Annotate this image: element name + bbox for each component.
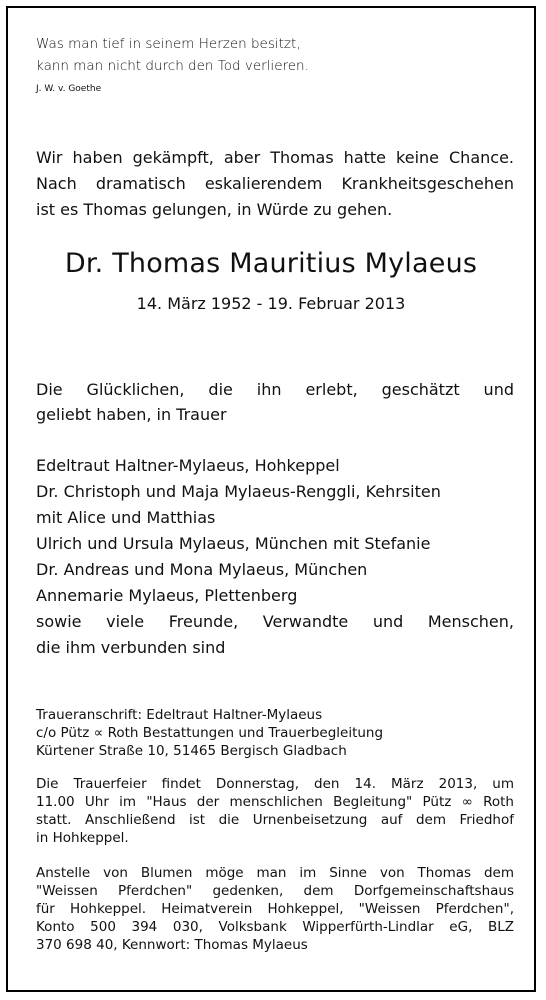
intro-line-2: Nach dramatisch eskalierendem Krankheitsgeschehen xyxy=(36,174,514,193)
mourners-intro-line-2: geliebt haben, in Trauer xyxy=(36,405,227,424)
mourner-line: Ulrich und Ursula Mylaeus, München mit Stefanie xyxy=(36,534,431,553)
quote-line-1: Was man tief in seinem Herzen besitzt, xyxy=(36,36,301,52)
mourner-line: mit Alice und Matthias xyxy=(36,508,216,527)
donation-line: "Weissen Pferdchen" gedenken, dem Dorfgemeinschaftshaus xyxy=(36,883,514,899)
mourner-line: Dr. Christoph und Maja Mylaeus-Renggli, Kehrsiten xyxy=(36,482,441,501)
deceased-name: Dr. Thomas Mauritius Mylaeus xyxy=(64,248,478,279)
donation-line: für Hohkeppel. Heimatverein Hohkeppel, "Weissen Pferdchen", xyxy=(36,901,514,917)
obituary-notice xyxy=(6,6,536,992)
mourner-line: sowie viele Freunde, Verwandte und Menschen, xyxy=(36,612,514,631)
ceremony-line: in Hohkeppel. xyxy=(36,830,129,846)
mourners-intro-line-1: Die Glücklichen, die ihn erlebt, geschätzt und xyxy=(36,380,514,399)
donation-line: Konto 500 394 030, Volksbank Wipperfürth-Lindlar eG, BLZ xyxy=(36,919,514,935)
deceased-dates: 14. März 1952 - 19. Februar 2013 xyxy=(136,294,406,313)
donation-line: 370 698 40, Kennwort: Thomas Mylaeus xyxy=(36,937,308,953)
ceremony-line: statt. Anschließend ist die Urnenbeisetzung auf dem Friedhof xyxy=(36,812,514,828)
mourner-line: Annemarie Mylaeus, Plettenberg xyxy=(36,586,298,605)
quote-author: J. W. v. Goethe xyxy=(36,84,102,94)
donation-line: Anstelle von Blumen möge man im Sinne von Thomas dem xyxy=(36,865,514,881)
intro-line-3: ist es Thomas gelungen, in Würde zu gehen. xyxy=(36,200,393,219)
intro-line-1: Wir haben gekämpft, aber Thomas hatte keine Chance. xyxy=(36,148,514,167)
quote-line-2: kann man nicht durch den Tod verlieren. xyxy=(36,58,309,74)
address-line: c/o Pütz ∝ Roth Bestattungen und Trauerbegleitung xyxy=(36,725,384,741)
mourner-line: die ihm verbunden sind xyxy=(36,638,226,657)
mourner-line: Edeltraut Haltner-Mylaeus, Hohkeppel xyxy=(36,456,340,475)
address-line: Traueranschrift: Edeltraut Haltner-Mylaeus xyxy=(36,707,323,723)
ceremony-line: 11.00 Uhr im "Haus der menschlichen Begleitung" Pütz ∞ Roth xyxy=(36,794,514,810)
ceremony-line: Die Trauerfeier findet Donnerstag, den 14. März 2013, um xyxy=(36,776,514,792)
mourner-line: Dr. Andreas und Mona Mylaeus, München xyxy=(36,560,368,579)
address-line: Kürtener Straße 10, 51465 Bergisch Gladbach xyxy=(36,743,347,759)
